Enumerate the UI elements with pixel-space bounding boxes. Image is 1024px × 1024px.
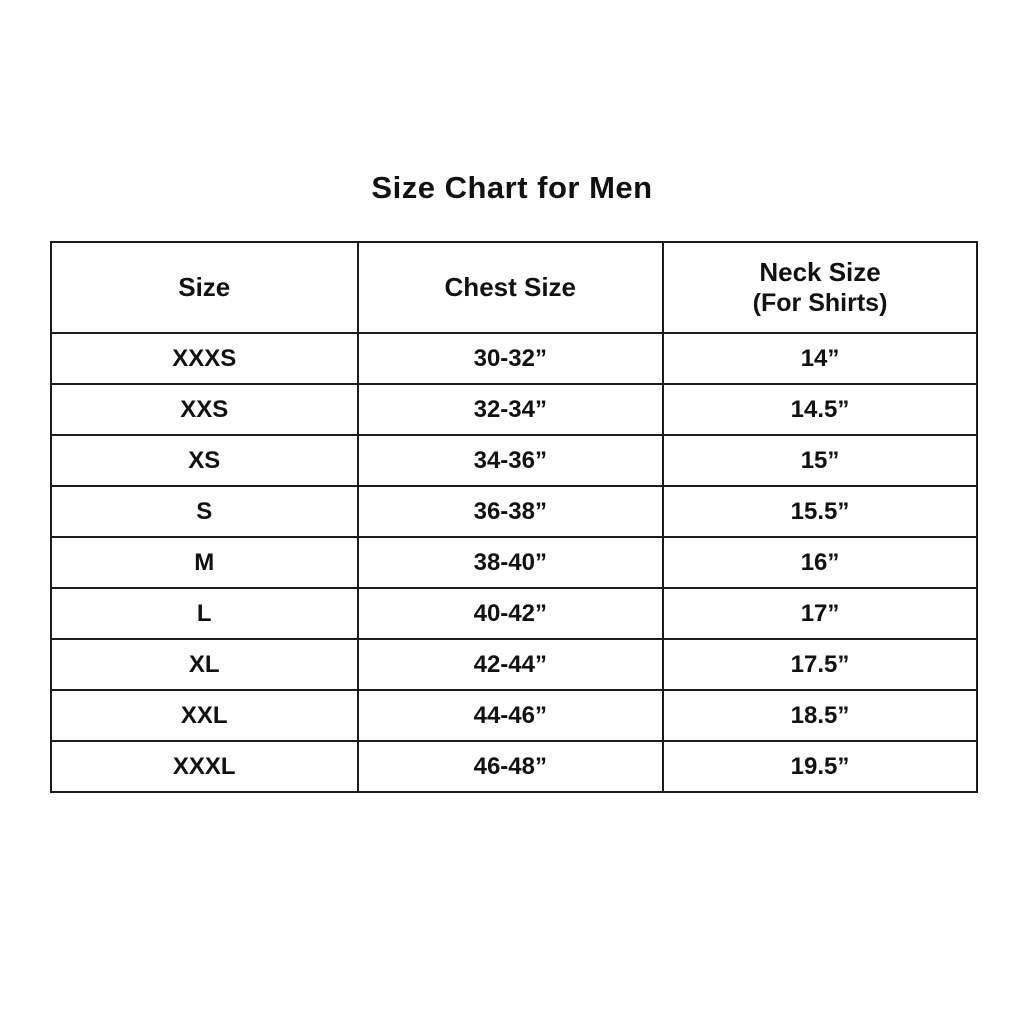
size-cell: M (51, 537, 358, 588)
table-header (51, 242, 977, 333)
neck-size-cell: 16” (663, 537, 977, 588)
neck-size-cell: 14” (663, 333, 977, 384)
neck-size-cell: 18.5” (663, 690, 977, 741)
size-cell: L (51, 588, 358, 639)
neck-size-cell: 17” (663, 588, 977, 639)
chest-size-cell: 38-40” (358, 537, 664, 588)
chest-size-cell: 40-42” (358, 588, 664, 639)
column-header-neck-size (663, 242, 977, 333)
table-row (51, 588, 977, 639)
table-row (51, 741, 977, 792)
neck-size-cell: 15” (663, 435, 977, 486)
chest-size-cell: 36-38” (358, 486, 664, 537)
size-cell: XS (51, 435, 358, 486)
neck-size-cell: 15.5” (663, 486, 977, 537)
size-cell: XXXL (51, 741, 358, 792)
column-header-size: Size (51, 242, 358, 333)
table-row (51, 384, 977, 435)
table-row (51, 639, 977, 690)
chest-size-cell: 44-46” (358, 690, 664, 741)
size-chart-table (50, 241, 978, 793)
size-cell: XXXS (51, 333, 358, 384)
chest-size-cell: 30-32” (358, 333, 664, 384)
table-row (51, 435, 977, 486)
neck-size-cell: 14.5” (663, 384, 977, 435)
header-row (51, 242, 977, 333)
chest-size-cell: 46-48” (358, 741, 664, 792)
table-row (51, 690, 977, 741)
neck-size-label: Neck Size (759, 256, 881, 287)
neck-size-sublabel: (For Shirts) (752, 289, 888, 318)
table-row (51, 486, 977, 537)
table-row (51, 537, 977, 588)
column-header-chest-size: Chest Size (358, 242, 664, 333)
size-cell: XL (51, 639, 358, 690)
size-cell: S (51, 486, 358, 537)
chest-size-cell: 34-36” (358, 435, 664, 486)
page-title: Size Chart for Men (371, 170, 653, 205)
table-row (51, 333, 977, 384)
size-cell: XXL (51, 690, 358, 741)
size-cell: XXS (51, 384, 358, 435)
table-body (51, 333, 977, 792)
neck-size-cell: 19.5” (663, 741, 977, 792)
neck-size-cell: 17.5” (663, 639, 977, 690)
chest-size-cell: 32-34” (358, 384, 664, 435)
chest-size-cell: 42-44” (358, 639, 664, 690)
